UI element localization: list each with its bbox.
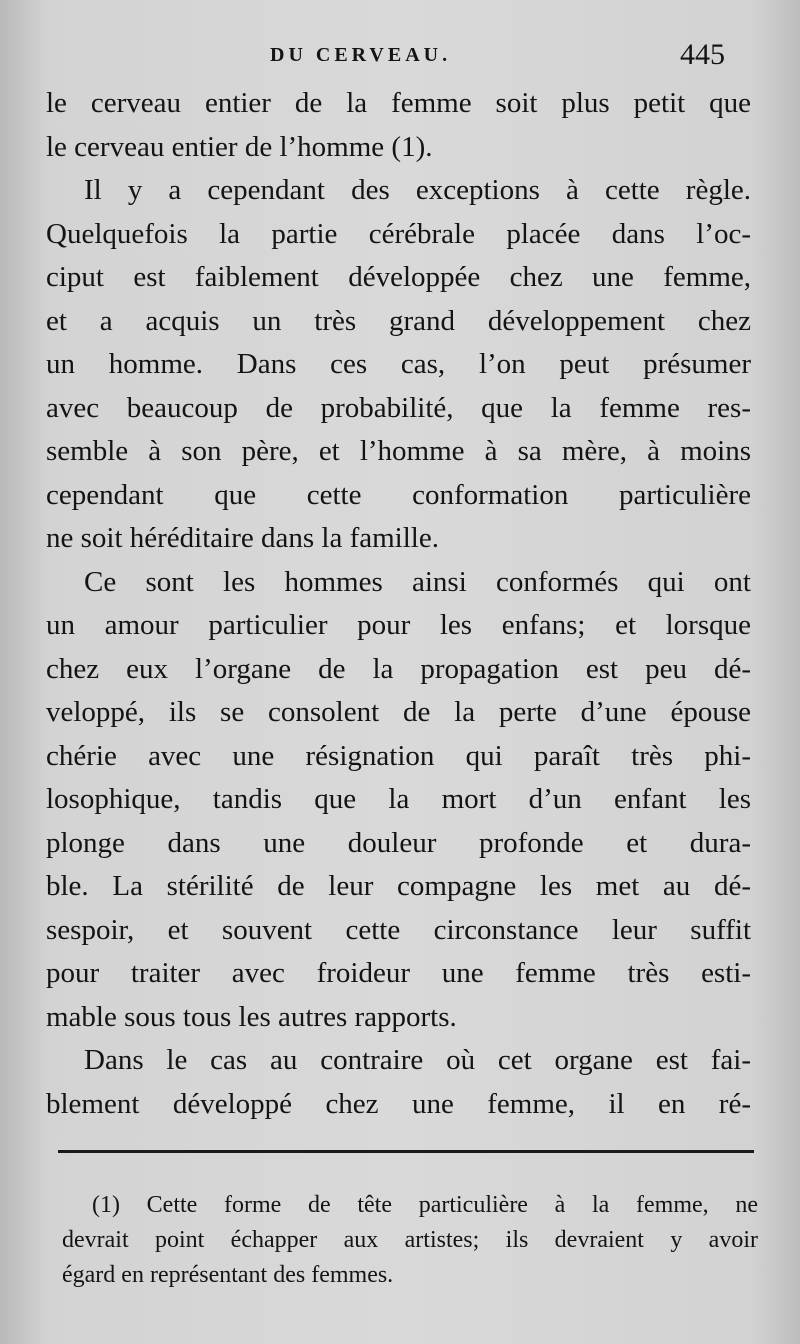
- footnote-line: devrait point échapper aux artistes; ils devraient y avoir: [62, 1227, 758, 1253]
- body-line: Quelquefois la partie cérébrale placée dans l’oc-: [46, 217, 751, 250]
- body-text: [46, 82, 751, 1126]
- body-line: et a acquis un très grand développement chez: [46, 304, 751, 337]
- body-line: sespoir, et souvent cette circonstance leur suffit: [46, 913, 751, 946]
- body-line: Ce sont les hommes ainsi conformés qui ont: [84, 565, 751, 598]
- body-line: losophique, tandis que la mort d’un enfant les: [46, 783, 751, 815]
- body-line: Dans le cas au contraire où cet organe est fai-: [84, 1044, 751, 1076]
- footnote: [62, 1188, 758, 1293]
- body-line: un amour particulier pour les enfans; et lorsque: [46, 609, 751, 641]
- body-line: le cerveau entier de l’homme (1).: [46, 130, 433, 163]
- body-line: plonge dans une douleur profonde et dura-: [46, 826, 751, 859]
- body-line: ble. La stérilité de leur compagne les met au dé-: [46, 870, 751, 902]
- page-number: 445: [680, 38, 725, 71]
- body-line: cependant que cette conformation particulière: [46, 478, 751, 511]
- body-line: veloppé, ils se consolent de la perte d’une épouse: [46, 696, 751, 728]
- body-line: le cerveau entier de la femme soit plus petit que: [46, 87, 751, 119]
- body-line: ciput est faiblement développée chez une femme,: [46, 261, 751, 293]
- body-line: avec beaucoup de probabilité, que la femme res-: [46, 391, 751, 424]
- body-line: mable sous tous les autres rapports.: [46, 1000, 457, 1033]
- body-line: pour traiter avec froideur une femme très esti-: [46, 957, 751, 989]
- running-head: DU CERVEAU.: [270, 44, 452, 66]
- body-line: Il y a cependant des exceptions à cette règle.: [84, 174, 751, 206]
- footnote-rule: [58, 1150, 754, 1153]
- footnote-line: (1) Cette forme de tête particulière à la femme, ne: [92, 1192, 758, 1218]
- body-line: ne soit héréditaire dans la famille.: [46, 522, 439, 554]
- body-line: chérie avec une résignation qui paraît très phi-: [46, 739, 751, 772]
- body-line: blement développé chez une femme, il en ré-: [46, 1087, 751, 1120]
- body-line: un homme. Dans ces cas, l’on peut présumer: [46, 348, 751, 380]
- body-line: chez eux l’organe de la propagation est peu dé-: [46, 652, 751, 685]
- footnote-line: égard en représentant des femmes.: [62, 1262, 394, 1288]
- body-line: semble à son père, et l’homme à sa mère, à moins: [46, 435, 751, 467]
